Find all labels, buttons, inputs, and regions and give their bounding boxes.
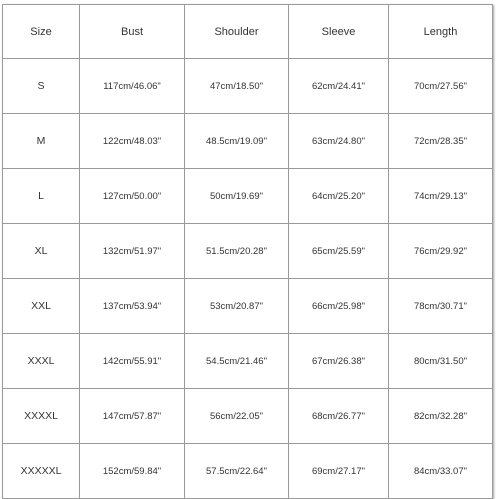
size-cell: XXL xyxy=(3,279,80,334)
table-row xyxy=(3,169,493,224)
size-cell: S xyxy=(3,59,80,114)
header-sleeve: Sleeve xyxy=(289,5,389,59)
header-row xyxy=(3,5,493,59)
size-cell: XXXXXL xyxy=(3,444,80,499)
size-cell: XXXL xyxy=(3,334,80,389)
shoulder-cell: 57.5cm/22.64" xyxy=(185,444,289,499)
length-cell: 72cm/28.35" xyxy=(389,114,493,169)
length-cell: 74cm/29.13" xyxy=(389,169,493,224)
size-chart-table xyxy=(2,4,493,499)
sleeve-cell: 63cm/24.80" xyxy=(289,114,389,169)
length-cell: 82cm/32.28" xyxy=(389,389,493,444)
table-row xyxy=(3,279,493,334)
size-cell: M xyxy=(3,114,80,169)
sleeve-cell: 62cm/24.41" xyxy=(289,59,389,114)
size-cell: XXXXL xyxy=(3,389,80,444)
bust-cell: 127cm/50.00" xyxy=(80,169,185,224)
bust-cell: 122cm/48.03" xyxy=(80,114,185,169)
length-cell: 80cm/31.50" xyxy=(389,334,493,389)
size-cell: L xyxy=(3,169,80,224)
shoulder-cell: 53cm/20.87" xyxy=(185,279,289,334)
table-row xyxy=(3,389,493,444)
sleeve-cell: 65cm/25.59" xyxy=(289,224,389,279)
table-row xyxy=(3,334,493,389)
shoulder-cell: 47cm/18.50" xyxy=(185,59,289,114)
size-cell: XL xyxy=(3,224,80,279)
bust-cell: 152cm/59.84" xyxy=(80,444,185,499)
table-row xyxy=(3,444,493,499)
shoulder-cell: 54.5cm/21.46" xyxy=(185,334,289,389)
bust-cell: 132cm/51.97" xyxy=(80,224,185,279)
sleeve-cell: 68cm/26.77" xyxy=(289,389,389,444)
sleeve-cell: 66cm/25.98" xyxy=(289,279,389,334)
table-row xyxy=(3,224,493,279)
header-size: Size xyxy=(3,5,80,59)
sleeve-cell: 69cm/27.17" xyxy=(289,444,389,499)
table-row xyxy=(3,59,493,114)
shoulder-cell: 50cm/19.69" xyxy=(185,169,289,224)
shoulder-cell: 48.5cm/19.09" xyxy=(185,114,289,169)
shoulder-cell: 56cm/22.05" xyxy=(185,389,289,444)
bust-cell: 142cm/55.91" xyxy=(80,334,185,389)
bust-cell: 137cm/53.94" xyxy=(80,279,185,334)
length-cell: 78cm/30.71" xyxy=(389,279,493,334)
header-shoulder: Shoulder xyxy=(185,5,289,59)
sleeve-cell: 67cm/26.38" xyxy=(289,334,389,389)
table-row xyxy=(3,114,493,169)
header-length: Length xyxy=(389,5,493,59)
header-bust: Bust xyxy=(80,5,185,59)
bust-cell: 147cm/57.87" xyxy=(80,389,185,444)
bust-cell: 117cm/46.06" xyxy=(80,59,185,114)
length-cell: 70cm/27.56" xyxy=(389,59,493,114)
shoulder-cell: 51.5cm/20.28" xyxy=(185,224,289,279)
length-cell: 76cm/29.92" xyxy=(389,224,493,279)
sleeve-cell: 64cm/25.20" xyxy=(289,169,389,224)
length-cell: 84cm/33.07" xyxy=(389,444,493,499)
